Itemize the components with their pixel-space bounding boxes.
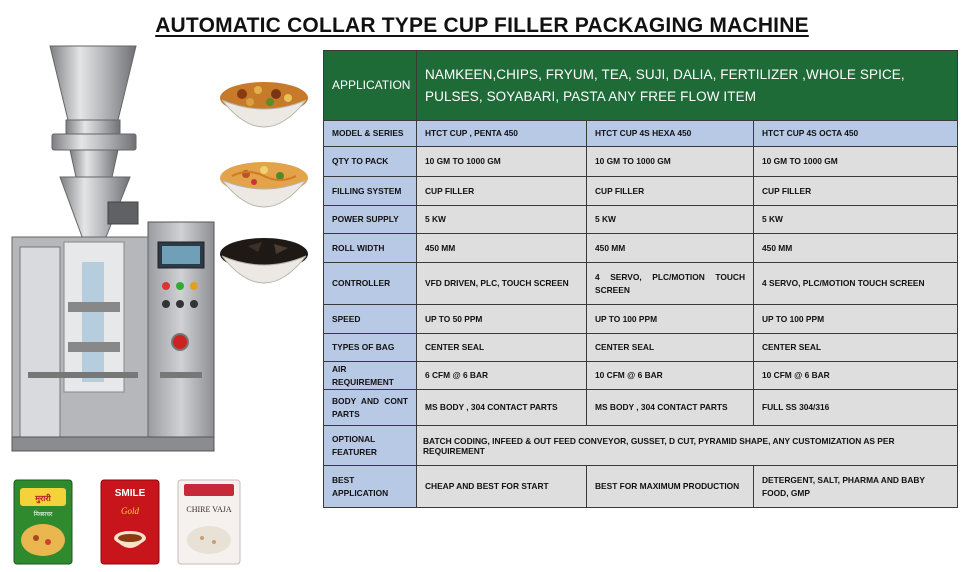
best-application-cell: DETERGENT, SALT, PHARMA AND BABY FOOD, GMP [754, 466, 958, 508]
spec-row [324, 206, 958, 234]
packaging-machine-image [8, 42, 218, 457]
spec-cell: 5 KW [587, 206, 754, 234]
bhujia-mix-bowl-image [218, 152, 310, 218]
spec-cell: CENTER SEAL [587, 334, 754, 362]
spec-cell: 450 MM [754, 234, 958, 263]
spec-row-label: QTY TO PACK [324, 147, 417, 177]
namkeen-mix-bowl-image [218, 72, 310, 138]
application-row [324, 51, 958, 121]
spec-cell: 5 KW [417, 206, 587, 234]
svg-text:CHIRE VAJA: CHIRE VAJA [186, 505, 232, 514]
spec-cell: CUP FILLER [417, 177, 587, 206]
spec-row [324, 121, 958, 147]
spec-cell: 4 SERVO, PLC/MOTION TOUCH SCREEN [587, 263, 754, 305]
spec-cell: 450 MM [587, 234, 754, 263]
spec-row [324, 177, 958, 206]
spec-cell: CUP FILLER [587, 177, 754, 206]
best-application-row [324, 466, 958, 508]
spec-cell: MS BODY , 304 CONTACT PARTS [417, 390, 587, 426]
spec-row [324, 362, 958, 390]
spec-row [324, 390, 958, 426]
spec-cell: 5 KW [754, 206, 958, 234]
spec-row-label: POWER SUPPLY [324, 206, 417, 234]
best-application-label: BEST APPLICATION [324, 466, 417, 508]
spec-cell: 6 CFM @ 6 BAR [417, 362, 587, 390]
chire-vaja-pouch-image [176, 478, 242, 566]
optional-row [324, 426, 958, 466]
spec-cell: UP TO 50 PPM [417, 305, 587, 334]
spec-row [324, 147, 958, 177]
spec-cell: CENTER SEAL [417, 334, 587, 362]
svg-text:Gold: Gold [121, 506, 139, 516]
spec-cell: CUP FILLER [754, 177, 958, 206]
spec-cell: 4 SERVO, PLC/MOTION TOUCH SCREEN [754, 263, 958, 305]
spec-row-label: MODEL & SERIES [324, 121, 417, 147]
spec-cell: CENTER SEAL [754, 334, 958, 362]
tea-leaves-bowl-image [218, 228, 310, 294]
spec-cell: 10 GM TO 1000 GM [754, 147, 958, 177]
spec-cell: 10 GM TO 1000 GM [417, 147, 587, 177]
spec-row-label: ROLL WIDTH [324, 234, 417, 263]
spec-row [324, 263, 958, 305]
spec-row-label: CONTROLLER [324, 263, 417, 305]
spec-cell: 10 CFM @ 6 BAR [587, 362, 754, 390]
spec-row-label: TYPES OF BAG [324, 334, 417, 362]
spec-cell: 10 GM TO 1000 GM [587, 147, 754, 177]
spec-row-label: AIR REQUIREMENT [324, 362, 417, 390]
best-application-cell: BEST FOR MAXIMUM PRODUCTION [587, 466, 754, 508]
spec-row-label: BODY AND CONT PARTS [324, 390, 417, 426]
smile-tea-pouch-image [99, 478, 161, 566]
spec-cell: HTCT CUP 4S HEXA 450 [587, 121, 754, 147]
spec-row-label: SPEED [324, 305, 417, 334]
spec-cell: UP TO 100 PPM [587, 305, 754, 334]
svg-text:मुरारी: मुरारी [35, 494, 51, 503]
spec-cell: FULL SS 304/316 [754, 390, 958, 426]
application-value: NAMKEEN,CHIPS, FRYUM, TEA, SUJI, DALIA, FERTILIZER ,WHOLE SPICE, PULSES, SOYABARI, PASTA ANY FREE FLOW ITEM [417, 51, 958, 121]
application-label: APPLICATION [324, 51, 417, 121]
spec-row-label: FILLING SYSTEM [324, 177, 417, 206]
spec-row [324, 234, 958, 263]
spec-cell: 10 CFM @ 6 BAR [754, 362, 958, 390]
spec-row [324, 305, 958, 334]
optional-label: OPTIONAL FEATURER [324, 426, 417, 466]
spec-row [324, 334, 958, 362]
svg-text:मिक्सचर: मिक्सचर [33, 511, 53, 518]
spec-cell: VFD DRIVEN, PLC, TOUCH SCREEN [417, 263, 587, 305]
optional-value: BATCH CODING, INFEED & OUT FEED CONVEYOR, GUSSET, D CUT, PYRAMID SHAPE, ANY CUSTOMIZATION AS PER REQUIREMENT [417, 426, 958, 466]
spec-cell: HTCT CUP 4S OCTA 450 [754, 121, 958, 147]
spec-cell: HTCT CUP , PENTA 450 [417, 121, 587, 147]
spec-table [323, 50, 958, 508]
spec-cell: MS BODY , 304 CONTACT PARTS [587, 390, 754, 426]
snack-pouch-image [12, 478, 74, 566]
spec-cell: UP TO 100 PPM [754, 305, 958, 334]
svg-text:SMILE: SMILE [114, 488, 146, 499]
spec-cell: 450 MM [417, 234, 587, 263]
page-title: AUTOMATIC COLLAR TYPE CUP FILLER PACKAGING MACHINE [155, 14, 809, 37]
best-application-cell: CHEAP AND BEST FOR START [417, 466, 587, 508]
